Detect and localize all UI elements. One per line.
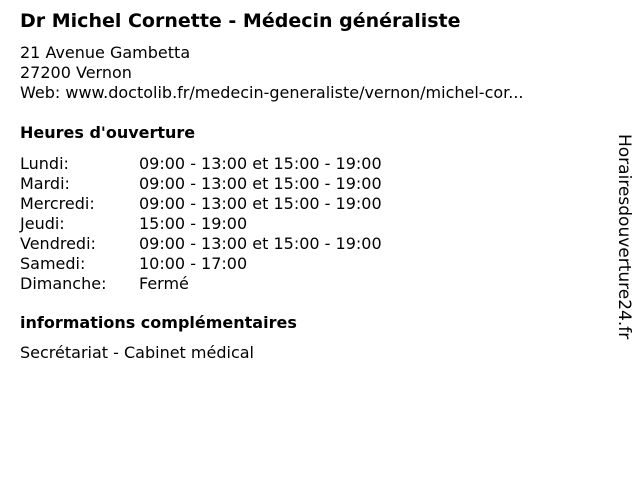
opening-hours-heading: Heures d'ouverture xyxy=(20,123,196,142)
hours-row-saturday xyxy=(20,254,382,274)
site-watermark: Horairesdouverture24.fr xyxy=(614,134,634,340)
opening-hours-table xyxy=(20,154,382,294)
day-label: Vendredi: xyxy=(20,234,96,253)
day-label: Mercredi: xyxy=(20,194,95,213)
additional-info-text: Secrétariat - Cabinet médical xyxy=(20,343,254,362)
day-hours: 09:00 - 13:00 et 15:00 - 19:00 xyxy=(139,174,382,193)
day-hours: 09:00 - 13:00 et 15:00 - 19:00 xyxy=(139,154,382,173)
hours-row-wednesday xyxy=(20,194,382,214)
hours-row-monday xyxy=(20,154,382,174)
day-hours: 09:00 - 13:00 et 15:00 - 19:00 xyxy=(139,194,382,213)
day-label: Samedi: xyxy=(20,254,86,273)
address-city: 27200 Vernon xyxy=(20,63,132,82)
address-web: Web: www.doctolib.fr/medecin-generaliste/vernon/michel-cor... xyxy=(20,83,524,102)
day-hours: 09:00 - 13:00 et 15:00 - 19:00 xyxy=(139,234,382,253)
day-label: Dimanche: xyxy=(20,274,107,293)
additional-info-heading: informations complémentaires xyxy=(20,313,297,332)
day-hours: Fermé xyxy=(139,274,189,293)
hours-row-thursday xyxy=(20,214,382,234)
hours-row-sunday xyxy=(20,274,382,294)
page-title: Dr Michel Cornette - Médecin généraliste xyxy=(20,10,461,32)
day-label: Lundi: xyxy=(20,154,69,173)
day-hours: 10:00 - 17:00 xyxy=(139,254,248,273)
day-label: Mardi: xyxy=(20,174,70,193)
hours-row-tuesday xyxy=(20,174,382,194)
day-label: Jeudi: xyxy=(20,214,65,233)
day-hours: 15:00 - 19:00 xyxy=(139,214,248,233)
hours-row-friday xyxy=(20,234,382,254)
address-street: 21 Avenue Gambetta xyxy=(20,43,191,62)
